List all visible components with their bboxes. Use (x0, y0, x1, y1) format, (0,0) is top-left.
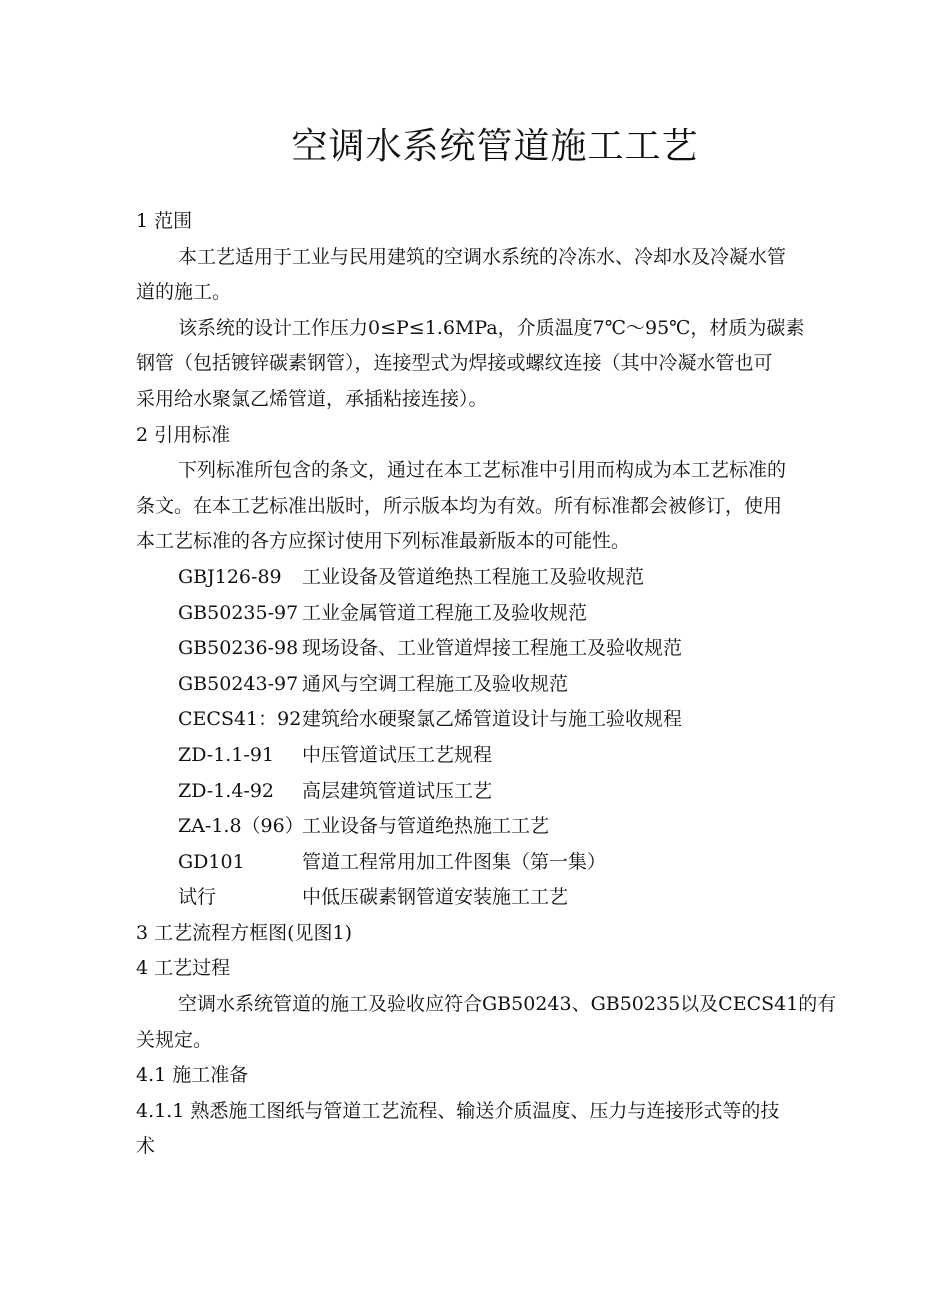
section-1-para-1-line-2: 道的施工。 (136, 281, 232, 304)
section-2-para-line-3: 本工艺标准的各方应探讨使用下列标准最新版本的可能性。 (136, 530, 631, 553)
standard-row (136, 880, 852, 916)
standard-row (136, 560, 852, 596)
section-2-para-line-2: 条文。在本工艺标准出版时，所示版本均为有效。所有标准都会被修订，使用 (136, 494, 783, 517)
section-4-1-heading: 4.1 施工准备 (136, 1064, 249, 1087)
standard-row (136, 809, 852, 845)
standard-code: GB50235-97 (178, 601, 299, 624)
standard-name: 管道工程常用加工件图集（第一集） (302, 850, 607, 873)
standard-name: 高层建筑管道试压工艺 (302, 779, 493, 802)
standard-row (136, 845, 852, 881)
section-1-para-1-line-1: 本工艺适用于工业与民用建筑的空调水系统的冷冻水、冷却水及冷凝水管 (178, 245, 787, 268)
standard-code: ZD-1.4-92 (178, 779, 275, 802)
section-3-heading: 3 工艺流程方框图(见图1) (136, 921, 353, 944)
standard-code: ZD-1.1-91 (178, 743, 275, 766)
standard-code: CECS41：92 (178, 708, 302, 731)
document-title: 空调水系统管道施工工艺 (291, 126, 699, 167)
standard-code: GB50243-97 (178, 672, 299, 695)
standard-code: ZA-1.8（96） (178, 815, 304, 838)
section-1-heading: 1 范围 (136, 210, 193, 232)
section-2-heading: 2 引用标准 (136, 423, 231, 446)
standard-row (136, 596, 852, 632)
standard-code: GB50236-98 (178, 637, 299, 660)
section-1-para-2-line-3: 采用给水聚氯乙烯管道，承插粘接连接）。 (136, 387, 488, 410)
standard-name: 中低压碳素钢管道安装施工工艺 (302, 886, 569, 909)
section-2-para-line-1: 下列标准所包含的条文，通过在本工艺标准中引用而构成为本工艺标准的 (178, 459, 787, 482)
standard-row (136, 667, 852, 703)
standard-name: 现场设备、工业管道焊接工程施工及验收规范 (302, 637, 683, 660)
standard-code: GD101 (178, 850, 245, 873)
section-4-1-1-line-2: 术 (136, 1135, 156, 1158)
section-4-para-line-1: 空调水系统管道的施工及验收应符合GB50243、GB50235以及CECS41的有 (178, 993, 837, 1016)
standards-list (136, 560, 852, 916)
section-4-1-1-line-1: 4.1.1 熟悉施工图纸与管道工艺流程、输送介质温度、压力与连接形式等的技 (136, 1099, 780, 1122)
standard-code: 试行 (178, 886, 217, 909)
standard-row (136, 738, 852, 774)
standard-row (136, 702, 852, 738)
section-1-para-2-line-2: 钢管（包括镀锌碳素钢管），连接型式为焊接或螺纹连接（其中冷凝水管也可 (136, 352, 773, 375)
standard-name: 中压管道试压工艺规程 (302, 743, 493, 766)
document-body (136, 204, 852, 1165)
section-4-para-line-2: 关规定。 (136, 1028, 213, 1051)
standard-row (136, 631, 852, 667)
standard-name: 工业金属管道工程施工及验收规范 (302, 601, 588, 624)
standard-row (136, 774, 852, 810)
standard-name: 建筑给水硬聚氯乙烯管道设计与施工验收规程 (302, 708, 683, 731)
standard-name: 工业设备与管道绝热施工工艺 (302, 815, 550, 838)
standard-code: GBJ126-89 (178, 565, 282, 588)
standard-name: 通风与空调工程施工及验收规范 (302, 672, 569, 695)
standard-name: 工业设备及管道绝热工程施工及验收规范 (302, 565, 645, 588)
section-1-para-2-line-1: 该系统的设计工作压力0≤P≤1.6MPa，介质温度7℃～95℃，材质为碳素 (178, 316, 805, 339)
section-4-heading: 4 工艺过程 (136, 957, 231, 980)
